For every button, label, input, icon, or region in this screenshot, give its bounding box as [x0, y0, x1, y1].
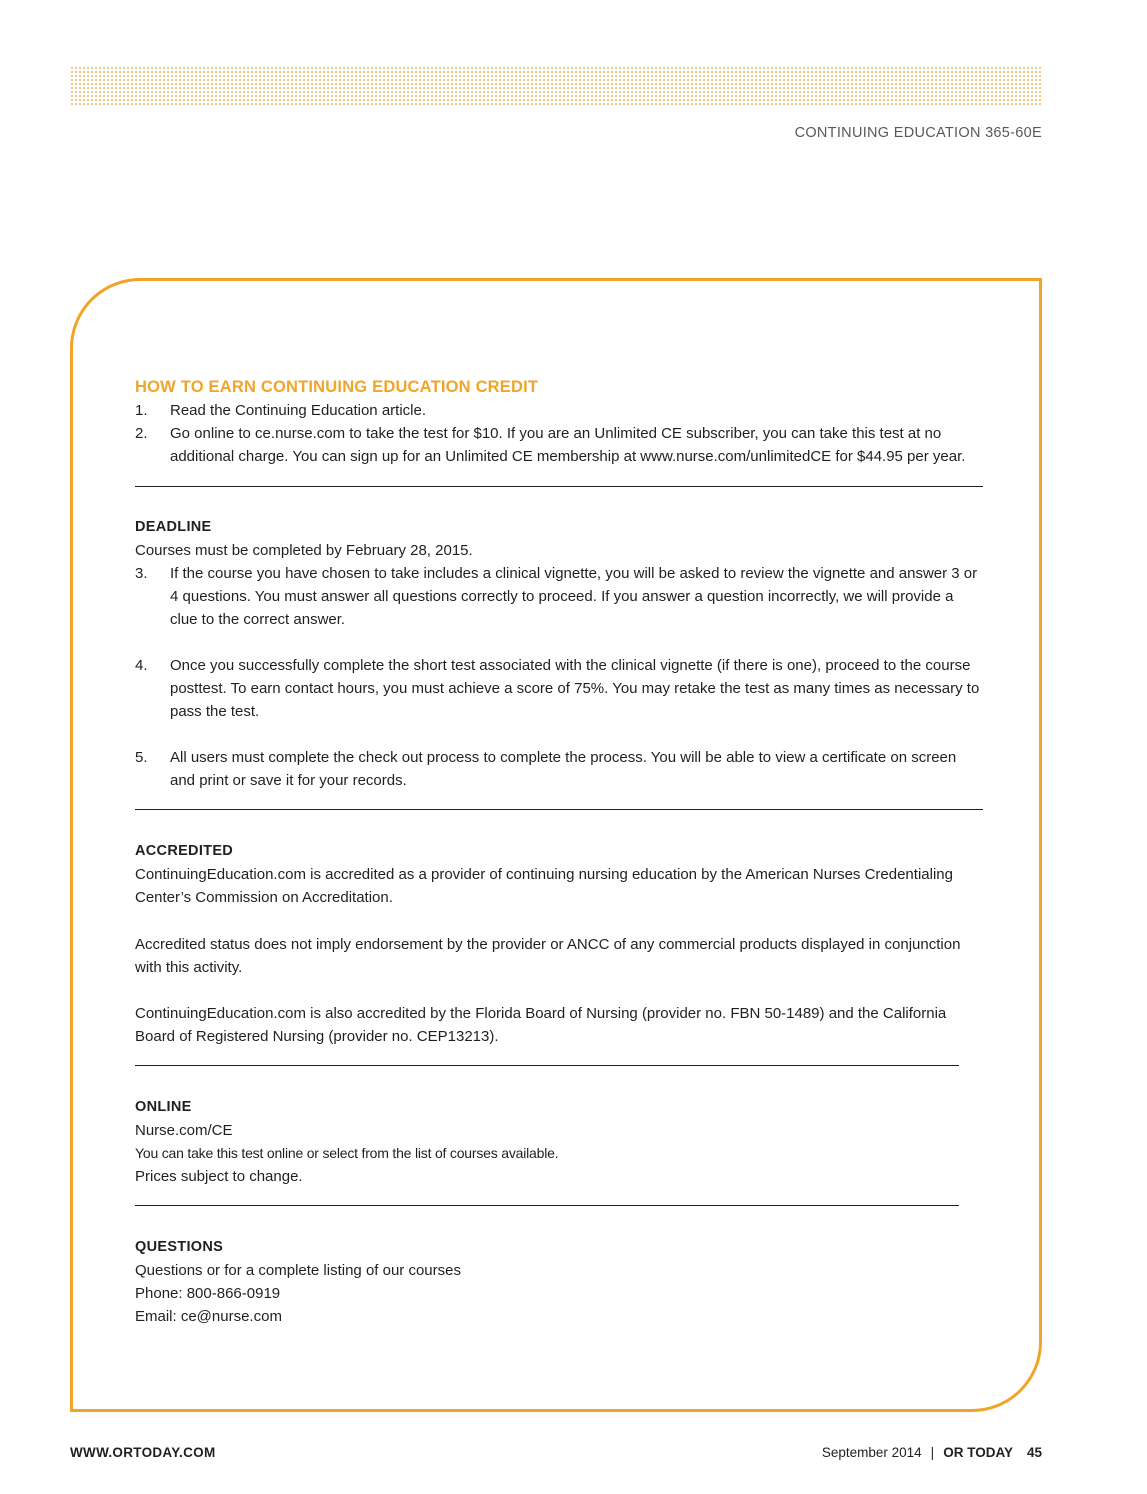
step-item	[135, 746, 983, 792]
footer-date: September 2014	[821, 1445, 922, 1460]
footer-separator: |	[930, 1445, 935, 1460]
deadline-text: Courses must be completed by February 28, 2015.	[135, 542, 473, 559]
step-text: Once you successfully complete the short test associated with the clinical vignette (if there is one), proceed to the course posttest. To earn contact hours, you must achieve a score of 75%. You may retake the test as many times as necessary to pass the test.	[170, 657, 980, 720]
step-number: 5.	[135, 749, 148, 766]
ce-info-content	[135, 376, 983, 1328]
online-text: You can take this test online or select from the list of courses available.	[135, 1145, 559, 1161]
section-label: CONTINUING EDUCATION 365-60E	[794, 125, 1042, 141]
step-number: 2.	[135, 425, 148, 442]
deadline-title: DEADLINE	[135, 519, 212, 535]
step-text: If the course you have chosen to take includes a clinical vignette, you will be asked to review the vignette and answer 3 or 4 questions. You must answer all questions correctly to proceed. If you answer a question incorrectly, we will provide a clue to the correct answer.	[170, 565, 978, 628]
step-item	[135, 562, 983, 631]
online-price-note: Prices subject to change.	[135, 1168, 303, 1185]
footer-publication: OR TODAY	[943, 1445, 1013, 1460]
questions-phone: Phone: 800-866-0919	[135, 1285, 281, 1302]
accredited-paragraph: Accredited status does not imply endorsement by the provider or ANCC of any commercial products displayed in conjunction with this activity.	[135, 936, 961, 976]
footer-website: WWW.ORTODAY.COM	[70, 1445, 216, 1460]
decorative-dot-band	[70, 66, 1042, 106]
step-number: 4.	[135, 657, 148, 674]
step-item	[135, 399, 983, 422]
step-text: All users must complete the check out process to complete the process. You will be able to view a certificate on screen and print or save it for your records.	[170, 749, 957, 789]
questions-email: Email: ce@nurse.com	[135, 1308, 282, 1325]
step-item	[135, 654, 983, 723]
online-title: ONLINE	[135, 1099, 192, 1115]
accredited-title: ACCREDITED	[135, 843, 234, 859]
accredited-paragraph: ContinuingEducation.com is accredited as a provider of continuing nursing education by the American Nurses Credentialing Center’s Commission on Accreditation.	[135, 866, 953, 906]
divider	[135, 1205, 959, 1206]
page-number: 45	[1026, 1445, 1042, 1460]
step-text: Go online to ce.nurse.com to take the test for $10. If you are an Unlimited CE subscriber, you can take this test at no additional charge. You can sign up for an Unlimited CE membership at www.nurse.com/unlimitedCE for $44.95 per year.	[170, 425, 966, 465]
step-number: 1.	[135, 402, 148, 419]
divider	[135, 809, 983, 810]
how-to-title: HOW TO EARN CONTINUING EDUCATION CREDIT	[135, 378, 539, 396]
footer-folio	[822, 1445, 1042, 1460]
questions-text: Questions or for a complete listing of our courses	[135, 1262, 461, 1279]
step-number: 3.	[135, 565, 148, 582]
divider	[135, 486, 983, 487]
accredited-paragraph: ContinuingEducation.com is also accredited by the Florida Board of Nursing (provider no. FBN 50-1489) and the California Board of Registered Nursing (provider no. CEP13213).	[135, 1005, 947, 1045]
online-url: Nurse.com/CE	[135, 1122, 233, 1139]
step-text: Read the Continuing Education article.	[170, 402, 426, 419]
divider	[135, 1065, 959, 1066]
step-item	[135, 422, 983, 468]
questions-title: QUESTIONS	[135, 1239, 224, 1255]
